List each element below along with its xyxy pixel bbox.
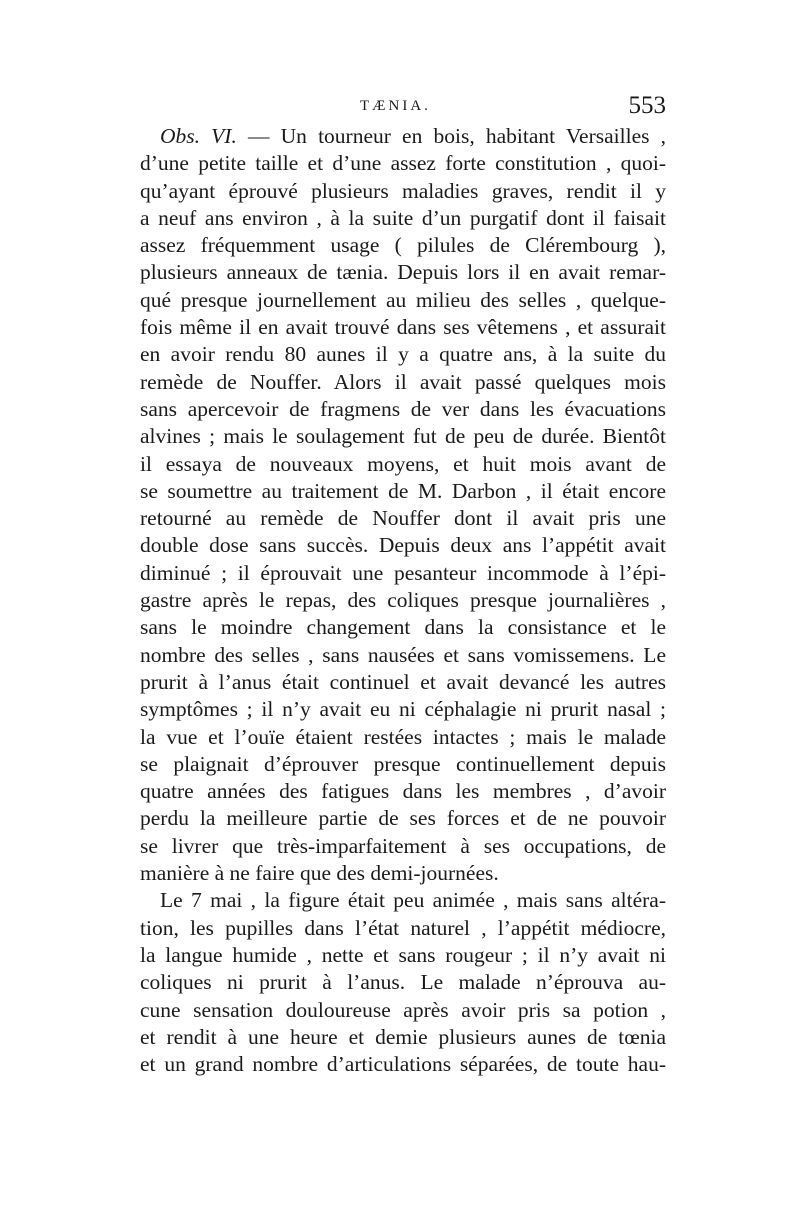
text-line: double dose sans succès. Depuis deux ans l’appétit avait <box>140 533 666 558</box>
text-line <box>140 123 666 150</box>
text-line: et rendit à une heure et demie plusieurs aunes de tœnia <box>140 1024 666 1049</box>
text-line: se soumettre au traitement de M. Darbon , il était encore <box>140 478 666 503</box>
text-line: diminué ; il éprouvait une pesanteur incommode à l’épi- <box>140 560 666 585</box>
text-line: assez fréquemment usage ( pilules de Clérembourg ), <box>140 233 666 258</box>
text-line: qu’ayant éprouvé plusieurs maladies graves, rendit il y <box>140 178 666 203</box>
text-line: tion, les pupilles dans l’état naturel , l’appétit médiocre, <box>140 915 666 940</box>
observation-label: Obs. VI. <box>160 124 237 148</box>
text-line: qué presque journellement au milieu des selles , quelque- <box>140 287 666 312</box>
text-line: en avoir rendu 80 aunes il y a quatre ans, à la suite du <box>140 342 666 367</box>
text-line: manière à ne faire que des demi-journées. <box>140 861 499 886</box>
text-line: sans apercevoir de fragmens de ver dans les évacuations <box>140 396 666 421</box>
text-line: cune sensation douloureuse après avoir pris sa potion , <box>140 997 666 1022</box>
running-title: TÆNIA. <box>360 98 431 114</box>
text-line: la vue et l’ouïe étaient restées intactes ; mais le malade <box>140 724 666 749</box>
text-line: il essaya de nouveaux moyens, et huit mois avant de <box>140 451 666 476</box>
text-line: gastre après le repas, des coliques presque journalières , <box>140 588 666 613</box>
text-line: la langue humide , nette et sans rougeur ; il n’y avait ni <box>140 942 666 967</box>
text-line: alvines ; mais le soulagement fut de peu de durée. Bientôt <box>140 424 666 449</box>
text-line: symptômes ; il n’y avait eu ni céphalagie ni prurit nasal ; <box>140 697 666 722</box>
text-line: et un grand nombre d’articulations séparées, de toute hau- <box>140 1052 666 1077</box>
body-text <box>140 123 666 1078</box>
text-line-content: — Un tourneur en bois, habitant Versailles , <box>236 124 666 148</box>
text-line: fois même il en avait trouvé dans ses vêtemens , et assurait <box>140 315 666 340</box>
text-line: se livrer que très-imparfaitement à ses occupations, de <box>140 833 666 858</box>
text-line: se plaignait d’éprouver presque continuellement depuis <box>140 751 666 776</box>
text-line: nombre des selles , sans nausées et sans vomissemens. Le <box>140 642 666 667</box>
text-line: remède de Nouffer. Alors il avait passé quelques mois <box>140 369 666 394</box>
text-line: a neuf ans environ , à la suite d’un purgatif dont il faisait <box>140 205 666 230</box>
text-line: retourné au remède de Nouffer dont il avait pris une <box>140 506 666 531</box>
text-line: perdu la meilleure partie de ses forces et de ne pouvoir <box>140 806 666 831</box>
text-line: plusieurs anneaux de tænia. Depuis lors il en avait remar- <box>140 260 666 285</box>
text-line: sans le moindre changement dans la consistance et le <box>140 615 666 640</box>
page-header <box>140 92 666 122</box>
text-line: Le 7 mai , la figure était peu animée , mais sans altéra- <box>160 888 666 913</box>
text-line: quatre années des fatigues dans les membres , d’avoir <box>140 779 666 804</box>
text-line: prurit à l’anus était continuel et avait devancé les autres <box>140 669 666 694</box>
page-number: 553 <box>628 92 666 119</box>
text-line: d’une petite taille et d’une assez forte constitution , quoi- <box>140 151 666 176</box>
text-line: coliques ni prurit à l’anus. Le malade n’éprouva au- <box>140 970 666 995</box>
